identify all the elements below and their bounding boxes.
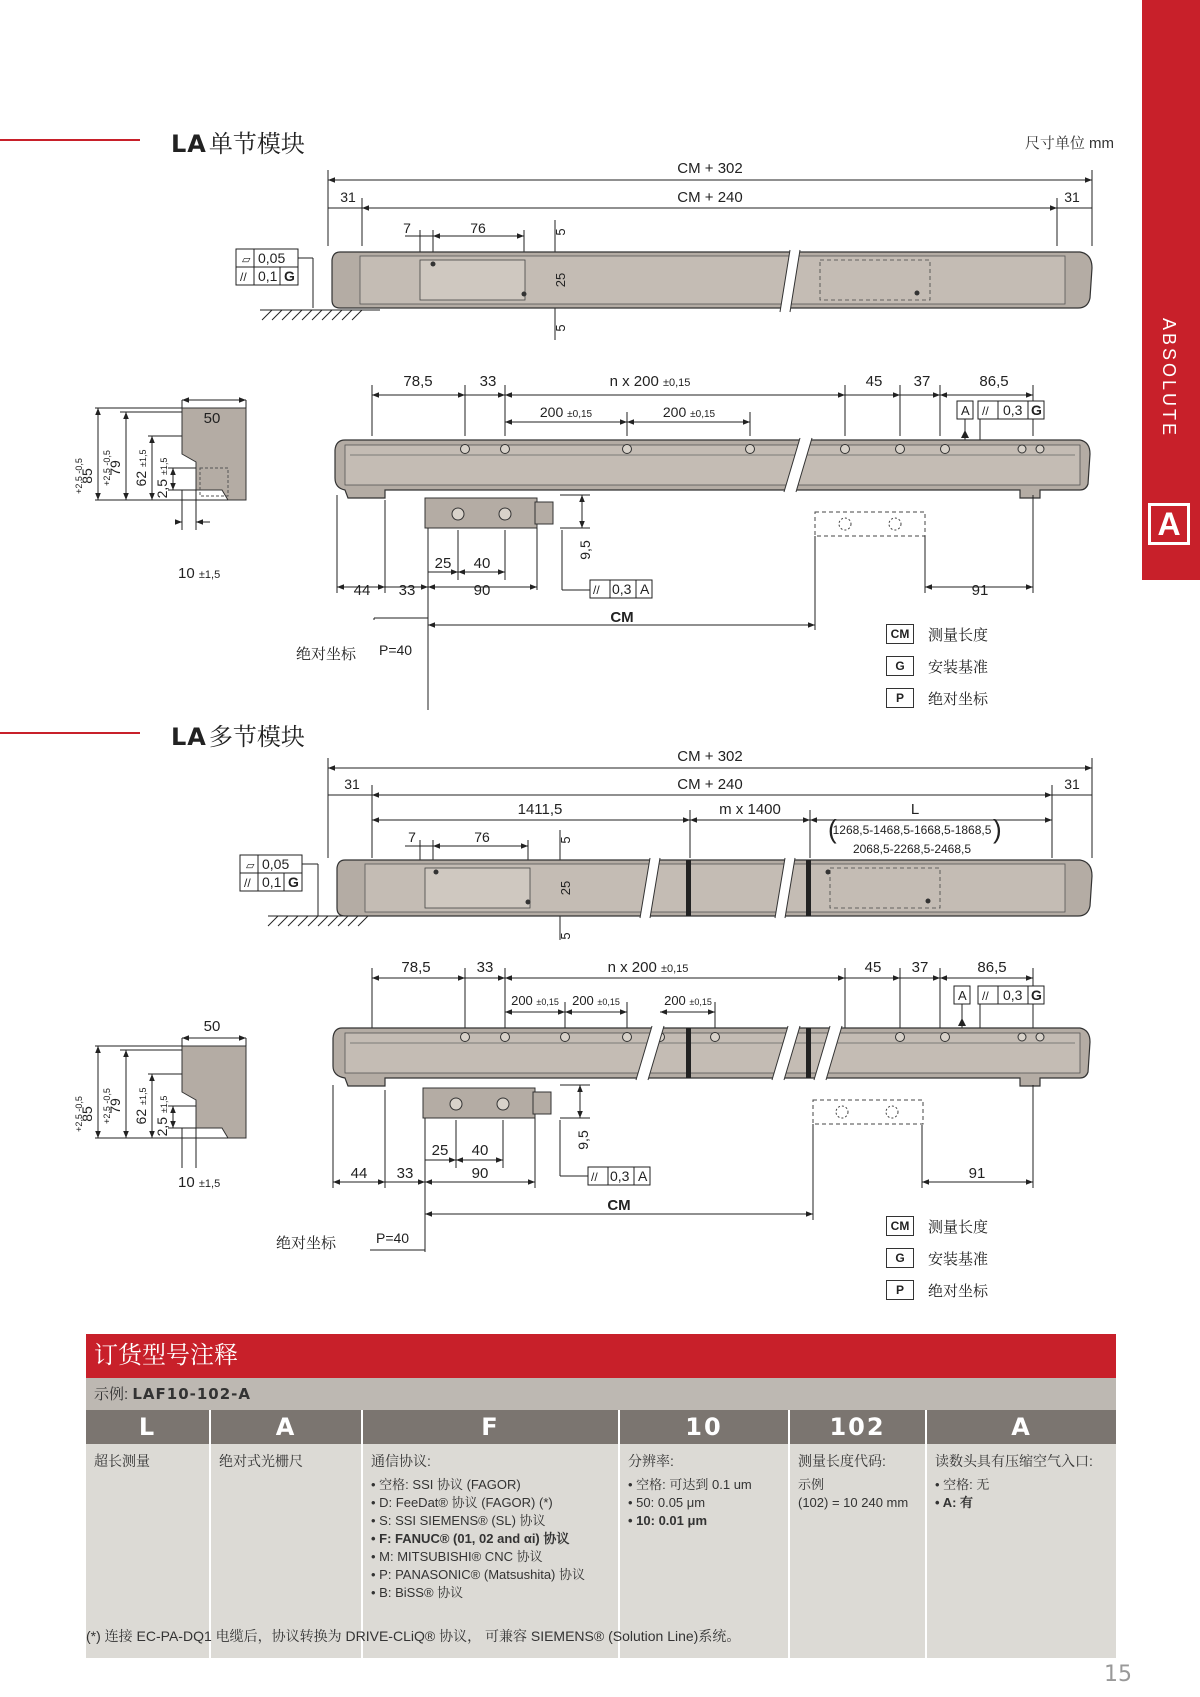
tol-005: 0,05 xyxy=(258,250,286,266)
order-title: 通信协议: xyxy=(371,1453,431,1469)
dim2-50: 50 xyxy=(203,1018,221,1035)
order-title: 绝对式光栅尺 xyxy=(219,1453,303,1469)
dim-85-tol: +2,5 -0,5 xyxy=(74,458,84,494)
order-code: 10 xyxy=(620,1410,788,1444)
dim2-5-top: 5 xyxy=(558,836,573,844)
dim-cm: CM xyxy=(610,609,634,626)
dim2-cm302: CM + 302 xyxy=(677,748,743,765)
dim2-79: 79 xyxy=(107,1098,123,1114)
order-code: F xyxy=(363,1410,618,1444)
unit-note: 尺寸单位 mm xyxy=(1024,135,1114,152)
legend-key: CM xyxy=(886,624,914,644)
list-item: • 空格: 可达到 0.1 um xyxy=(638,1476,780,1494)
dim2-865: 86,5 xyxy=(977,959,1007,976)
datum-a-head: A xyxy=(640,581,650,597)
parallel-symbol-4: // xyxy=(244,876,251,890)
legend-key: CM xyxy=(886,1216,914,1236)
side-tab-letter: A xyxy=(1148,503,1190,545)
tol2-03: 0,3 xyxy=(1003,987,1023,1003)
page-number: 15 xyxy=(1104,1662,1132,1687)
parallel-symbol: // xyxy=(240,270,247,284)
dim2-33: 33 xyxy=(476,959,494,976)
dim-76: 76 xyxy=(470,220,486,236)
tol-01: 0,1 xyxy=(258,268,278,284)
datum2-a-head: A xyxy=(638,1168,648,1184)
dim2-7: 7 xyxy=(408,829,416,845)
legend-key: G xyxy=(886,1248,914,1268)
dim-200a: 200 ±0,15 xyxy=(539,404,593,420)
paren-right: ) xyxy=(993,814,1002,844)
order-code: L xyxy=(86,1410,209,1444)
dim2-37: 37 xyxy=(911,959,929,976)
legend-key: G xyxy=(886,656,914,676)
dim2-25-side: 2,5 ±1,5 xyxy=(154,1095,170,1137)
dim-40-head: 40 xyxy=(473,555,491,572)
dim2-L: L xyxy=(910,801,920,818)
order-col-a xyxy=(211,1410,363,1658)
order-table xyxy=(86,1334,1116,1658)
dim2-lrange2: 2068,5-2268,5-2468,5 xyxy=(852,842,972,856)
section1-title: LA单节模块 xyxy=(171,130,305,158)
list-item: • B: BiSS® 协议 xyxy=(381,1584,610,1602)
order-example: 示例: LAF10-102-A xyxy=(86,1378,1116,1410)
legend-label: 测量长度 xyxy=(928,1218,989,1236)
side-tab-label: ABSOLUTE xyxy=(1159,318,1179,439)
legend-label: 测量长度 xyxy=(928,626,989,644)
order-title: 分辨率: xyxy=(628,1453,674,1469)
legend-key: P xyxy=(886,688,914,708)
dim2-44: 44 xyxy=(350,1165,368,1182)
dim2-m1400: m x 1400 xyxy=(719,801,781,818)
dim2-10: 10 ±1,5 xyxy=(178,1174,221,1191)
dim-5-top: 5 xyxy=(553,228,568,236)
tol-03-head: 0,3 xyxy=(612,581,632,597)
list-item: • P: PANASONIC® (Matsushita) 协议 xyxy=(381,1566,610,1584)
dim2-90: 90 xyxy=(471,1165,489,1182)
order-code: 102 xyxy=(790,1410,925,1444)
tol2-g: G xyxy=(288,874,299,890)
dim-31-right: 31 xyxy=(1064,189,1080,205)
order-code: A xyxy=(211,1410,361,1444)
order-extra: (102) = 10 240 mm xyxy=(798,1495,909,1510)
dim2-33-head: 33 xyxy=(396,1165,414,1182)
parallel-symbol-2: // xyxy=(982,404,989,418)
side-tab xyxy=(1142,0,1200,580)
dim2-5-bottom: 5 xyxy=(558,932,573,940)
footnote: (*) 连接 EC-PA-DQ1 电缆后，协议转换为 DRIVE-CLiQ® 协议， 可兼容 SIEMENS® (Solution Line)系统。 xyxy=(86,1628,741,1644)
dim-37: 37 xyxy=(913,373,931,390)
dim2-200b: 200 ±0,15 xyxy=(572,993,620,1008)
dim-cm302: CM + 302 xyxy=(677,160,743,177)
list-item: • 空格: 无 xyxy=(945,1476,1108,1494)
dim-25-top: 25 xyxy=(553,272,568,288)
dim-n200: n x 200 ±0,15 xyxy=(609,373,691,390)
dim-79-tol: +2,5 -0,5 xyxy=(102,450,112,486)
list-item: • D: FeeDat® 协议 (FAGOR) (*) xyxy=(381,1494,610,1512)
dim2-lrange1: 1268,5-1468,5-1668,5-1868,5 xyxy=(832,823,992,837)
tol2-03-head: 0,3 xyxy=(610,1168,630,1184)
tol-03: 0,3 xyxy=(1003,402,1023,418)
legend-1 xyxy=(886,618,988,714)
list-item: • S: SSI SIEMENS® (SL) 协议 xyxy=(381,1512,610,1530)
dim2-79-tol: +2,5 -0,5 xyxy=(102,1088,112,1124)
order-columns xyxy=(86,1410,1116,1658)
dim2-85: 85 xyxy=(79,1106,95,1122)
dim-85: 85 xyxy=(79,468,95,484)
order-col-l xyxy=(86,1410,211,1658)
order-title: 测量长度代码: xyxy=(798,1453,886,1469)
tol2-g-2: G xyxy=(1031,987,1042,1003)
abs-coord-label-1: 绝对坐标 xyxy=(296,646,357,663)
datum-a: A xyxy=(961,403,970,418)
dim-79: 79 xyxy=(107,460,123,476)
dim2-200a: 200 ±0,15 xyxy=(511,993,559,1008)
dim2-25: 25 xyxy=(558,880,573,896)
legend-row xyxy=(886,618,988,650)
list-item: • A: 有 xyxy=(945,1494,1108,1512)
legend-label: 安装基准 xyxy=(928,658,989,676)
order-col-a2 xyxy=(927,1410,1116,1658)
legend-2 xyxy=(886,1210,988,1306)
order-col-102 xyxy=(790,1410,927,1658)
paren-left: ( xyxy=(828,814,837,844)
dim2-cm240: CM + 240 xyxy=(677,776,743,793)
p40-label: P=40 xyxy=(379,642,413,658)
order-code: A xyxy=(927,1410,1116,1444)
dim-10: 10 ±1,5 xyxy=(178,565,221,582)
dim-95: 9,5 xyxy=(577,540,593,560)
dim-5-bottom: 5 xyxy=(553,324,568,332)
abs-coord-label-2: 绝对坐标 xyxy=(276,1235,337,1252)
dim2-785: 78,5 xyxy=(401,959,431,976)
order-col-10 xyxy=(620,1410,790,1658)
list-item: • M: MITSUBISHI® CNC 协议 xyxy=(381,1548,610,1566)
datum2-a: A xyxy=(958,988,967,1003)
flatness-symbol-2: ▱ xyxy=(246,860,255,872)
dim-50: 50 xyxy=(203,410,221,427)
dim-865: 86,5 xyxy=(979,373,1009,390)
tol2-005: 0,05 xyxy=(262,856,290,872)
order-extra: 示例 xyxy=(798,1477,825,1492)
dim-7: 7 xyxy=(403,220,411,236)
legend-label: 安装基准 xyxy=(928,1250,989,1268)
dim2-62: 62 ±1,5 xyxy=(133,1087,149,1125)
order-table-header: 订货型号注释 xyxy=(86,1334,1116,1378)
legend-row xyxy=(886,682,988,714)
tol-g-2: G xyxy=(1031,402,1042,418)
dim-90: 90 xyxy=(473,582,491,599)
legend-row xyxy=(886,1210,988,1242)
legend-row xyxy=(886,1274,988,1306)
dim2-25-head: 25 xyxy=(431,1142,449,1159)
dim2-40-head: 40 xyxy=(471,1142,489,1159)
dim2-91: 91 xyxy=(968,1165,986,1182)
dim2-n200: n x 200 ±0,15 xyxy=(607,959,689,976)
dim2-200c: 200 ±0,15 xyxy=(664,993,712,1008)
legend-label: 绝对坐标 xyxy=(928,1282,989,1300)
flatness-symbol: ▱ xyxy=(242,254,251,266)
order-col-f xyxy=(363,1410,620,1658)
dim2-76: 76 xyxy=(474,829,490,845)
dim-33: 33 xyxy=(479,373,497,390)
dim-31-left: 31 xyxy=(340,189,356,205)
tol-g: G xyxy=(284,268,295,284)
tol2-01: 0,1 xyxy=(262,874,282,890)
dim-785: 78,5 xyxy=(403,373,433,390)
legend-row xyxy=(886,1242,988,1274)
legend-key: P xyxy=(886,1280,914,1300)
section2-title: LA多节模块 xyxy=(171,723,305,751)
dim2-31-right: 31 xyxy=(1064,776,1080,792)
dim2-95: 9,5 xyxy=(575,1130,591,1150)
dim2-cm: CM xyxy=(607,1197,631,1214)
dim2-85-tol: +2,5 -0,5 xyxy=(74,1096,84,1132)
list-item: • 10: 0.01 μm xyxy=(638,1512,780,1530)
dim2-14115: 1411,5 xyxy=(517,801,563,818)
dim-62: 62 ±1,5 xyxy=(133,449,149,487)
order-title: 读数头具有压缩空气入口: xyxy=(935,1453,1093,1469)
list-item: • 50: 0.05 μm xyxy=(638,1494,780,1512)
parallel-symbol-6: // xyxy=(591,1170,598,1184)
p40-label-2: P=40 xyxy=(376,1230,410,1246)
order-title: 超长测量 xyxy=(94,1453,150,1469)
dim-cm240: CM + 240 xyxy=(677,189,743,206)
dim-45: 45 xyxy=(865,373,883,390)
list-item: • F: FANUC® (01, 02 and αi) 协议 xyxy=(381,1530,610,1548)
section1-redline xyxy=(0,139,140,141)
dim-25-head: 25 xyxy=(434,555,452,572)
dim2-45: 45 xyxy=(864,959,882,976)
section2-redline xyxy=(0,732,140,734)
dim-44: 44 xyxy=(353,582,371,599)
dim-25-side: 2,5 ±1,5 xyxy=(154,457,170,499)
dim-200b: 200 ±0,15 xyxy=(662,404,716,420)
list-item: • 空格: SSI 协议 (FAGOR) xyxy=(381,1476,610,1494)
parallel-symbol-3: // xyxy=(593,583,600,597)
legend-row xyxy=(886,650,988,682)
parallel-symbol-5: // xyxy=(982,989,989,1003)
legend-label: 绝对坐标 xyxy=(928,690,989,708)
dim-91: 91 xyxy=(971,582,989,599)
dim2-31-left: 31 xyxy=(344,776,360,792)
dim-33-head: 33 xyxy=(398,582,416,599)
